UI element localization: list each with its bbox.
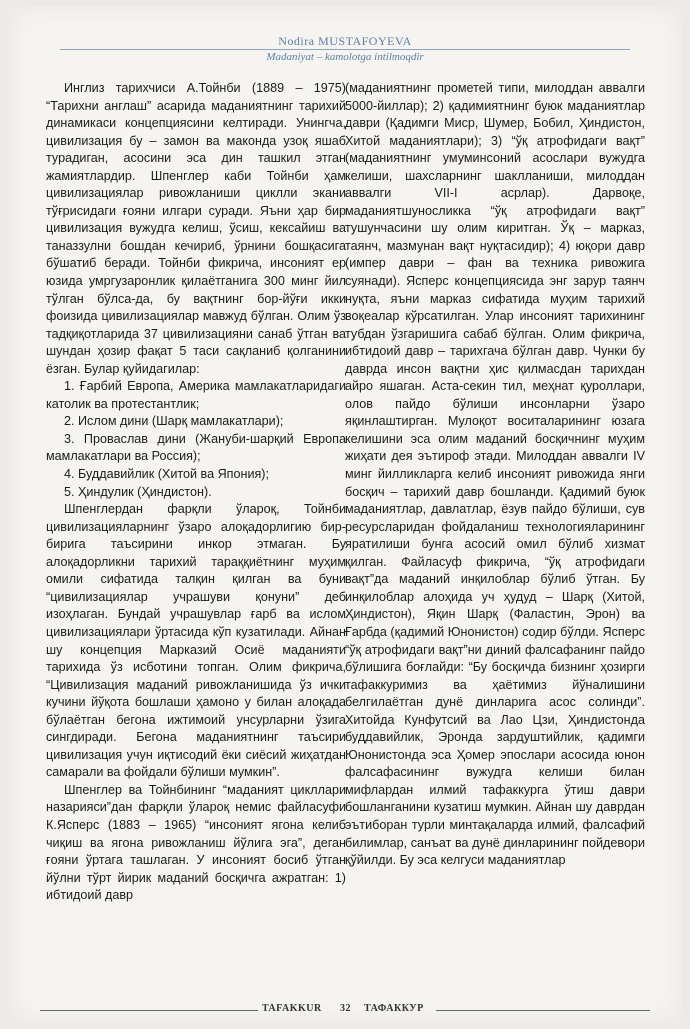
left-text-column (46, 80, 346, 905)
list-item: 2. Ислом дини (Шарқ мамлакатлари); (64, 414, 284, 429)
header-subtitle: Madaniyat – kamolotga intilmoqdir (266, 51, 424, 63)
paragraph: (маданиятнинг прометей типи, милоддан аввалги 5000-йиллар); 2) қадимиятнинг буюк маданиятлар даври (Қадимги Миср, Шумер, Бобил, Ҳиндистон, Хитой маданиятлари); 3) “ўқ атрофидаги вақт” (маданиятнинг умуминсоний асослари вужудга келиши, шахсларнинг шаклланиши, милоддан аввалги VII-I асрлар). Дарвоқе, маданиятшуносликка “ўқ атрофидаги вақт” тушунчасини шу олим киритган. Ўқ – марказ, таянч, мазмунан вақт нуқтасидир); 4) юқори давр (импер даври – фан ва техника ривожига суянади). Ясперс концепциясида энг зарур таянч нуқта, яъни марказ сифатида муҳим тарихий воқеалар кўрсатилган. Улар инсоният тарихининг тубдан ўзгаришига сабаб бўлган. Олим фикрича, ибтидоий давр – тарихгача бўлган давр. Чунки бу даврда инсон вақтни ҳис қилмасдан тарихдан айро яшаган. Аста-секин тил, меҳнат қуроллари, олов пайдо бўлиши инсонларни ўзаро яқинлаштирган. Мулоқот воситаларининг юзага келишини эса олим маданий босқичнинг муҳим жиҳати дея эътироф этади. Милоддан аввалги IV минг йилликларга келиб инсоният ривожида янги босқич – тарихий давр бошланди. Қадимий буюк маданиятлар, давлатлар, ёзув пайдо бўлиши, сув ресурсларидан фойдаланиш технологияларининг яратилиши бунга асосий омил бўлиб хизмат қилган. Файласуф фикрича, “ўқ атрофидаги вақт”да маданий инқилоблар бўлиб ўтган. Бу инқилоблар алоҳида уч ҳудуд – Шарқ (Хитой, Ҳиндистон), Яқин Шарқ (Фаластин, Эрон) ва Ғарбда (қадимий Юнонистон) содир бўлди. Ясперс “ўқ атрофидаги вақт”ни диний фалсафанинг пайдо бўлишига боғлайди: “Бу босқичда бизнинг ҳозирги тафаккуримиз ва ҳаётимиз йўналишини белгилаётган дунё динларига асос солинди”. Хитойда Кунфутсий ва Лао Цзи, Ҳиндистонда буддавийлик, Эронда зардуштийлик, қадимги Юнонистонда эса Ҳомер эпослари асосида юнон фалсафасининг вужудга келиши билан мифлардан илмий тафаккурга ўтиш даври бошланганини кузатиш мумкин. Айнан шу даврдан эътиборан турли минтақаларда илмий, фалсафий билимлар, санъат ва дунё динларининг пойдевори қўйилди. Бу эса келгуси маданиятлар (345, 81, 645, 868)
footer-rule-right (436, 1010, 650, 1011)
list-item: 4. Буддавийлик (Хитой ва Япония); (64, 467, 269, 482)
list-item: 1. Ғарбий Европа, Америка мамлакатларидаги католик ва протестантлик; (46, 379, 346, 411)
list-item: 3. Провaслав дини (Жануби-шарқий Европа мамлакатлари ва Россия); (46, 431, 346, 464)
page-number: 32 (340, 1003, 351, 1014)
paragraph: Шпенглер ва Тойнбининг “маданият цикллари назарияси”дан фарқли ўлароқ немис файласуфи К.Ясперс (1883 – 1965) “инсоният ягона келиб чиқиш ва ягона ривожланиш йўлига эга”, деган ғояни ўртага ташлаган. У инсоният босиб ўтган йўлни тўрт йирик маданий босқичга ажратган: 1) ибтидоий давр (46, 782, 346, 903)
header-author: Nodira MUSTAFOYEVA (278, 34, 412, 48)
paragraph: Шпенглердан фарқли ўлароқ, Тойнби цивилизацияларнинг ўзаро алоқадорлигию бир-бирига таъсирини инкор этмаган. Бу алоқадорликни тарихий тараққиётнинг муҳим омили сифатида талқин қилган ва буни “цивилизациялар учрашуви қонуни” деб изоҳлаган. Бундай учрашувлар ғарб ва ислом цивилизациялари ўртасида кўп кузатилади. Айнан шу концепция Марказий Осиё маданияти тарихида ўз исботини топган. Олим фикрича, “Цивилизация маданий ривожланишида ўз ички кучини йўқота бошлаши ҳамоно у билан алоқада бўлаётган бегона ижтимоий унсурларни ўзига сингдиради. Бегона маданиятнинг таъсири цивилизация учун иқтисодий ёки сиёсий жиҳатдан самарали ва фойдали бўлиши мумкин”. (46, 502, 346, 780)
footer-rule-left (40, 1010, 258, 1011)
footer-left-label: TAFAKKUR (262, 1003, 322, 1014)
page-footer (0, 1003, 690, 1019)
running-header (0, 34, 690, 64)
footer-right-label: ТАФАККУР (364, 1003, 424, 1014)
paragraph: Инглиз тарихчиси А.Тойнби (1889 – 1975) “Тарихни англаш” асарида маданиятнинг тарихий динамикаси концепциясини келтиради. Унингча, цивилизация бу – замон ва маконда узоқ яшаб турадиган, асосини эса дин ташкил этган жамиятлардир. Шпенглер каби Тойнби ҳам цивилизациялар ривожланиши циклли экани тўғрисидаги ғояни илгари суради. Яъни ҳар бир цивилизация вужудга келиш, ўсиш, кексайиш ва таназзулни бошдан кечириб, ўрнини бошқасига бўшатиб беради. Тойнби фикрича, инсоният ер юзида умргузаронлик қилаётганига 300 минг йил тўлган бўлса-да, бу вақтнинг бор-йўғи икки фоизида цивилизациялар мавжуд бўлган. Олим ўз тадқиқотларида 37 цивилизацияни санаб ўтган ва шундан ҳозир фақат 5 таси сақланиб қолганини ёзган. Булар қуйидагилар: (46, 81, 346, 376)
header-rule (60, 49, 630, 50)
right-text-column (345, 80, 645, 870)
list-item: 5. Ҳиндулик (Ҳиндистон). (64, 484, 212, 499)
